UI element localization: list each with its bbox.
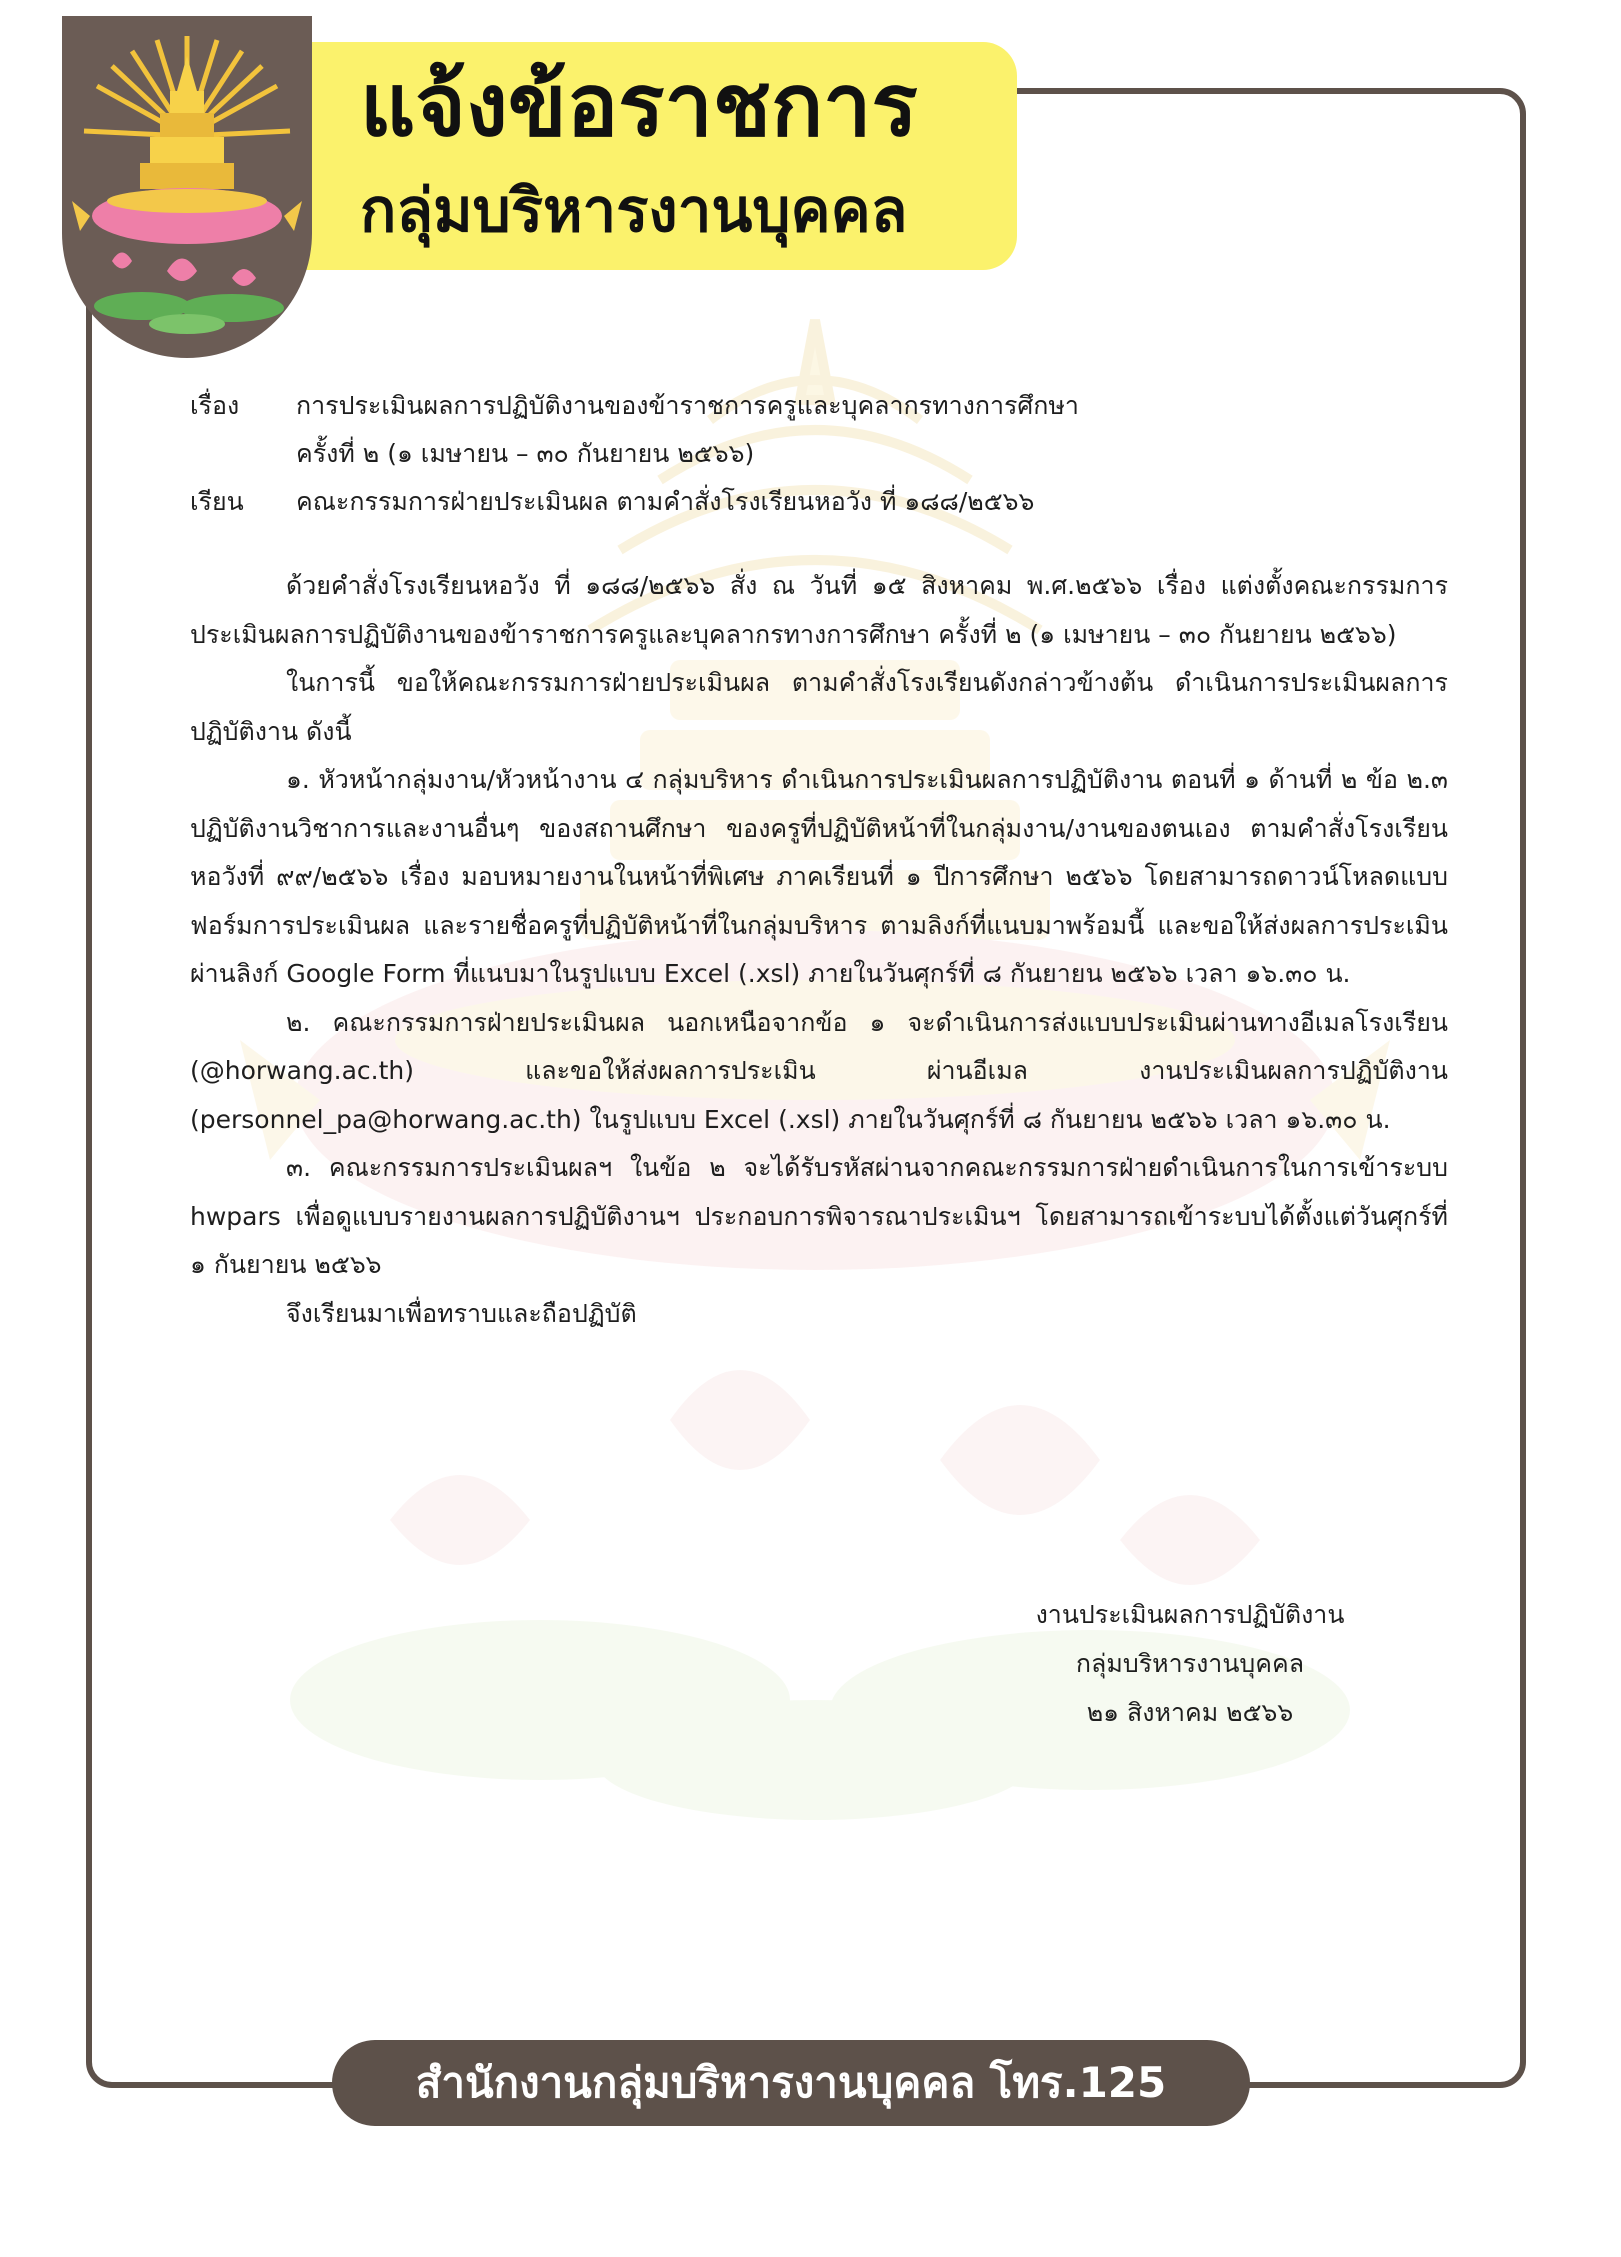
subject-value <box>296 382 1448 478</box>
paragraph-closing: จึงเรียนมาเพื่อทราบและถือปฏิบัติ <box>286 1298 637 1328</box>
subject-line-1: การประเมินผลการปฏิบัติงานของข้าราชการครูและบุคลากรทางการศึกษา <box>296 391 1079 420</box>
signature-group: กลุ่มบริหารงานบุคคล <box>1075 1649 1305 1678</box>
paragraph-item-3: ๓. คณะกรรมการประเมินผลฯ ในข้อ ๒ จะได้รับรหัสผ่านจากคณะกรรมการฝ่ายดำเนินการในการเข้าระบบ hwpars เพื่อดูแบบรายงานผลการปฏิบัติงานฯ ประกอบการพิจารณาประเมินฯ โดยสามารถเข้าระบบได้ตั้งแต่วันศุกร์ที่ ๑ กันยายน ๒๕๖๖ <box>190 1153 1448 1279</box>
header-subtitle: กลุ่มบริหารงานบุคคล <box>360 176 908 246</box>
body-paragraphs <box>190 562 1448 1338</box>
paragraph-intro: ด้วยคำสั่งโรงเรียนหอวัง ที่ ๑๘๘/๒๕๖๖ สั่ง ณ วันที่ ๑๕ สิงหาคม พ.ศ.๒๕๖๖ เรื่อง แต่งตั้งคณะกรรมการประเมินผลการปฏิบัติงานของข้าราชการครูและบุคลากรทางการศึกษา ครั้งที่ ๒ (๑ เมษายน – ๓๐ กันยายน ๒๕๖๖) <box>190 571 1448 649</box>
signature-block <box>980 1590 1400 1737</box>
subject-row <box>190 382 1448 478</box>
footer-contact: สำนักงานกลุ่มบริหารงานบุคคล โทร.125 <box>332 2040 1250 2126</box>
recipient-row <box>190 478 1448 526</box>
paragraph-item-2: ๒. คณะกรรมการฝ่ายประเมินผล นอกเหนือจากข้อ ๑ จะดำเนินการส่งแบบประเมินผ่านทางอีเมลโรงเรียน (@horwang.ac.th) และขอให้ส่งผลการประเมิน ผ่านอีเมล งานประเมินผลการปฏิบัติงาน (personnel_pa@horwang.ac.th) ในรูปแบบ Excel (.xsl) ภายในวันศุกร์ที่ ๘ กันยายน ๒๕๖๖ เวลา ๑๖.๓๐ น. <box>190 1007 1448 1134</box>
header-title: แจ้งข้อราชการ <box>360 56 918 156</box>
school-emblem-icon <box>62 16 312 358</box>
letter-body <box>190 382 1448 1338</box>
paragraph-item-1: ๑. หัวหน้ากลุ่มงาน/หัวหน้างาน ๔ กลุ่มบริหาร ดำเนินการประเมินผลการปฏิบัติงาน ตอนที่ ๑ ด้านที่ ๒ ข้อ ๒.๓ ปฏิบัติงานวิชาการและงานอื่นๆ ของสถานศึกษา ของครูที่ปฏิบัติหน้าที่ในกลุ่มงาน/งานของตนเอง ตามคำสั่งโรงเรียนหอวังที่ ๙๙/๒๕๖๖ เรื่อง มอบหมายงานในหน้าที่พิเศษ ภาคเรียนที่ ๑ ปีการศึกษา ๒๕๖๖ โดยสามารถดาวน์โหลดแบบฟอร์มการประเมินผล และรายชื่อครูที่ปฏิบัติหน้าที่ในกลุ่มบริหาร ตามลิงก์ที่แนบมาพร้อมนี้ และขอให้ส่งผลการประเมิน ผ่านลิงก์ Google Form ที่แนบมาในรูปแบบ Excel (.xsl) ภายในวันศุกร์ที่ ๘ กันยายน ๒๕๖๖ เวลา ๑๖.๓๐ น. <box>190 765 1448 988</box>
signature-date: ๒๑ สิงหาคม ๒๕๖๖ <box>1086 1698 1294 1727</box>
recipient-value: คณะกรรมการฝ่ายประเมินผล ตามคำสั่งโรงเรียนหอวัง ที่ ๑๘๘/๒๕๖๖ <box>296 487 1035 516</box>
signature-unit: งานประเมินผลการปฏิบัติงาน <box>1035 1600 1345 1629</box>
paragraph-request: ในการนี้ ขอให้คณะกรรมการฝ่ายประเมินผล ตามคำสั่งโรงเรียนดังกล่าวข้างต้น ดำเนินการประเมินผลการปฏิบัติงาน ดังนี้ <box>190 668 1448 746</box>
recipient-label: เรียน <box>190 487 244 516</box>
subject-line-2: ครั้งที่ ๒ (๑ เมษายน – ๓๐ กันยายน ๒๕๖๖) <box>296 439 755 468</box>
subject-label: เรื่อง <box>190 391 240 420</box>
school-emblem-badge <box>62 16 312 358</box>
